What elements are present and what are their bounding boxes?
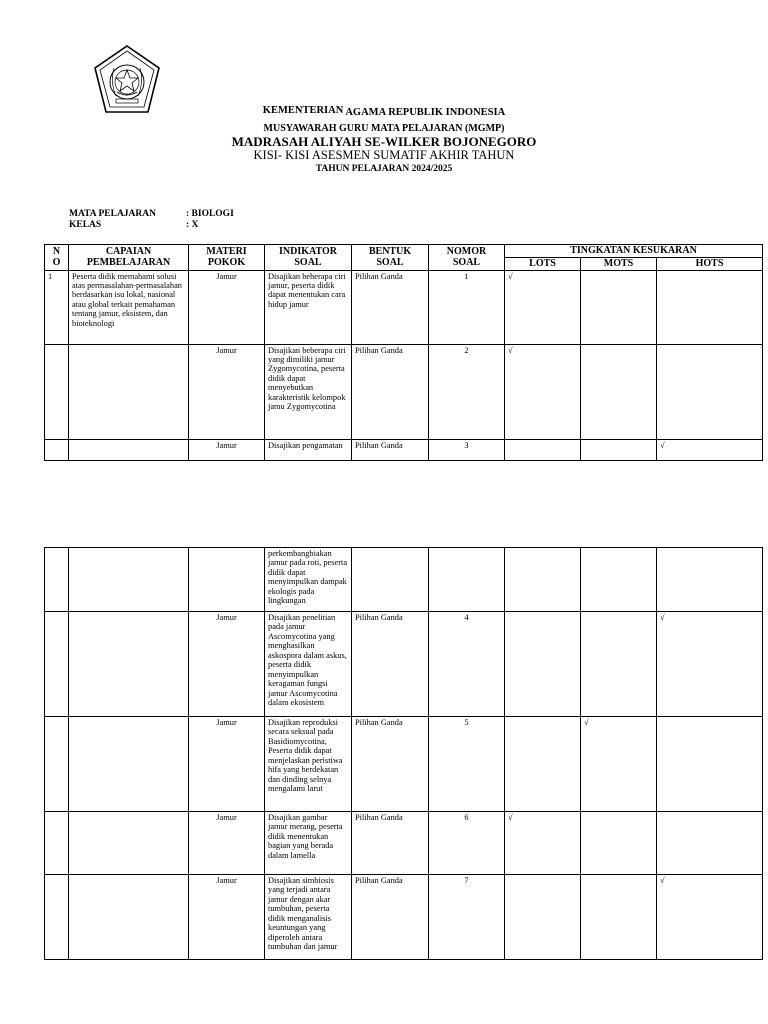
cell-materi: Jamur [189,875,265,960]
cell-no: 1 [45,270,69,344]
col-header-materi-2: POKOK [207,257,246,269]
cell-capaian [69,344,189,439]
cell-hots: √ [657,612,763,717]
ministry-emblem-icon [92,44,162,116]
col-header-bentuk [352,245,429,271]
col-header-capaian [69,245,189,271]
cell-lots: √ [505,344,581,439]
cell-materi: Jamur [189,717,265,812]
cell-materi: Jamur [189,270,265,344]
col-header-bentuk-2: SOAL [376,257,404,269]
cell-materi: Jamur [189,344,265,439]
table-row [45,717,763,812]
cell-indikator: Disajikan beberapa ciri yang dimiliki jamur Zygomycotina, peserta didik dapat menyebutkan karakteristik kelompok jamu Zygomycotina [265,344,352,439]
document-title: KISI- KISI ASESMEN SUMATIF AKHIR TAHUN [253,148,515,162]
cell-lots [505,717,581,812]
col-header-nomor-1: NOMOR [446,245,487,257]
class-value: : X [186,220,199,230]
cell-bentuk: Pilihan Ganda [352,812,429,875]
cell-bentuk: Pilihan Ganda [352,344,429,439]
table-row [45,344,763,439]
cell-bentuk: Pilihan Ganda [352,439,429,460]
class-line [69,220,198,230]
cell-nomor: 7 [429,875,505,960]
subject-line [69,209,234,219]
cell-materi [189,548,265,612]
cell-indikator: Disajikan simbiosis yang terjadi antara jamur dengan akar tumbuhan, peserta didik menganalisis keuntungan yang diperoleh antara tumbuhan dan jamur [265,875,352,960]
cell-mots: √ [581,717,657,812]
cell-mots [581,344,657,439]
col-header-materi [189,245,265,271]
cell-bentuk: Pilihan Ganda [352,612,429,717]
cell-bentuk: Pilihan Ganda [352,270,429,344]
cell-indikator: Disajikan reproduksi secara seksual pada Basidiomycotina, Peserta didik dapat menjelaskan peristiwa hifa yang berdekatan dan dinding selnya mengalami larut [265,717,352,812]
cell-indikator: Disajikan gambar jamur merang, peserta didik menentukan bagian yang berada dalam lamella [265,812,352,875]
cell-capaian [69,812,189,875]
cell-nomor: 4 [429,612,505,717]
cell-hots: √ [657,439,763,460]
col-header-bentuk-1: BENTUK [368,245,412,257]
cell-materi: Jamur [189,812,265,875]
cell-mots [581,270,657,344]
cell-capaian [69,612,189,717]
col-header-mots: MOTS [581,258,657,271]
cell-nomor: 1 [429,270,505,344]
table-row [45,548,763,612]
table-row [45,812,763,875]
header-ministry [0,107,768,118]
col-header-indikator-1: INDIKATOR [279,245,337,257]
cell-indikator: Disajikan pengamatan [265,439,352,460]
header-ministry-lead: KEMENTERIAN [262,105,344,116]
cell-lots [505,612,581,717]
col-header-nomor-2: SOAL [452,257,481,269]
col-header-materi-1: MATERI [206,245,247,257]
header-madrasah: MADRASAH ALIYAH SE-WILKER BOJONEGORO [231,134,537,149]
header-mgmp: MUSYAWARAH GURU MATA PELAJARAN (MGMP) [263,123,505,134]
cell-nomor: 2 [429,344,505,439]
cell-bentuk: Pilihan Ganda [352,717,429,812]
cell-nomor: 3 [429,439,505,460]
col-header-no-1: N [52,245,61,257]
cell-mots [581,812,657,875]
academic-year: TAHUN PELAJARAN 2024/2025 [315,164,453,174]
header-ministry-rest: AGAMA REPUBLIK INDONESIA [343,107,506,118]
class-label: KELAS [69,220,102,230]
subject-value: : BIOLOGI [186,209,234,219]
cell-bentuk [352,548,429,612]
cell-capaian: Peserta didik memahami solusi atas permasalahan-permasalahan berdasarkan isu lokal, nasional atau global terkait pemahaman tentang jamur, eksistem, dan bioteknologi [69,270,189,344]
cell-capaian [69,717,189,812]
cell-no [45,548,69,612]
col-header-indikator-2: SOAL [294,257,322,269]
cell-hots [657,548,763,612]
cell-nomor [429,548,505,612]
cell-materi: Jamur [189,439,265,460]
cell-mots [581,875,657,960]
cell-hots [657,344,763,439]
cell-lots: √ [505,270,581,344]
col-header-capaian-2: PEMBELAJARAN [86,257,171,269]
cell-lots: √ [505,812,581,875]
cell-indikator: perkembangbiakan jamur pada roti, peserta didik dapat menyimpulkan dampak ekologis pada lingkungan [265,548,352,612]
cell-materi: Jamur [189,612,265,717]
cell-nomor: 5 [429,717,505,812]
col-header-hots: HOTS [657,258,763,271]
table-header-row-1 [45,245,763,258]
cell-mots [581,612,657,717]
cell-no [45,439,69,460]
cell-no [45,812,69,875]
cell-hots: √ [657,875,763,960]
col-header-nomor [429,245,505,271]
cell-nomor: 6 [429,812,505,875]
col-header-lots: LOTS [505,258,581,271]
col-header-capaian-1: CAPAIAN [105,245,152,257]
table-row [45,612,763,717]
col-header-no-2: O [52,257,61,269]
cell-mots [581,548,657,612]
cell-capaian [69,875,189,960]
cell-lots [505,439,581,460]
cell-capaian [69,439,189,460]
cell-capaian [69,548,189,612]
cell-hots [657,270,763,344]
cell-no [45,875,69,960]
table-row [45,270,763,344]
cell-hots [657,717,763,812]
table-row [45,439,763,460]
cell-no [45,344,69,439]
cell-lots [505,875,581,960]
cell-no [45,717,69,812]
blueprint-table-part-1 [44,244,763,461]
cell-mots [581,439,657,460]
blueprint-table-part-2 [44,547,763,960]
col-header-no [45,245,69,271]
cell-indikator: Disajikan beberapa ciri jamur, peserta didik dapat menentukan cara hidup jamur [265,270,352,344]
col-header-indikator [265,245,352,271]
col-header-tingkatan: TINGKATAN KESUKARAN [505,245,763,258]
subject-label: MATA PELAJARAN [69,209,156,219]
cell-hots [657,812,763,875]
cell-lots [505,548,581,612]
cell-indikator: Disajikan penelitian pada jamur Ascomycotina yang menghasilkan askospora dalam askus, peserta didik menyimpulkan keragaman fungsi jamur Ascomycotina dalam ekosistem [265,612,352,717]
cell-no [45,612,69,717]
cell-bentuk: Pilihan Ganda [352,875,429,960]
table-row [45,875,763,960]
